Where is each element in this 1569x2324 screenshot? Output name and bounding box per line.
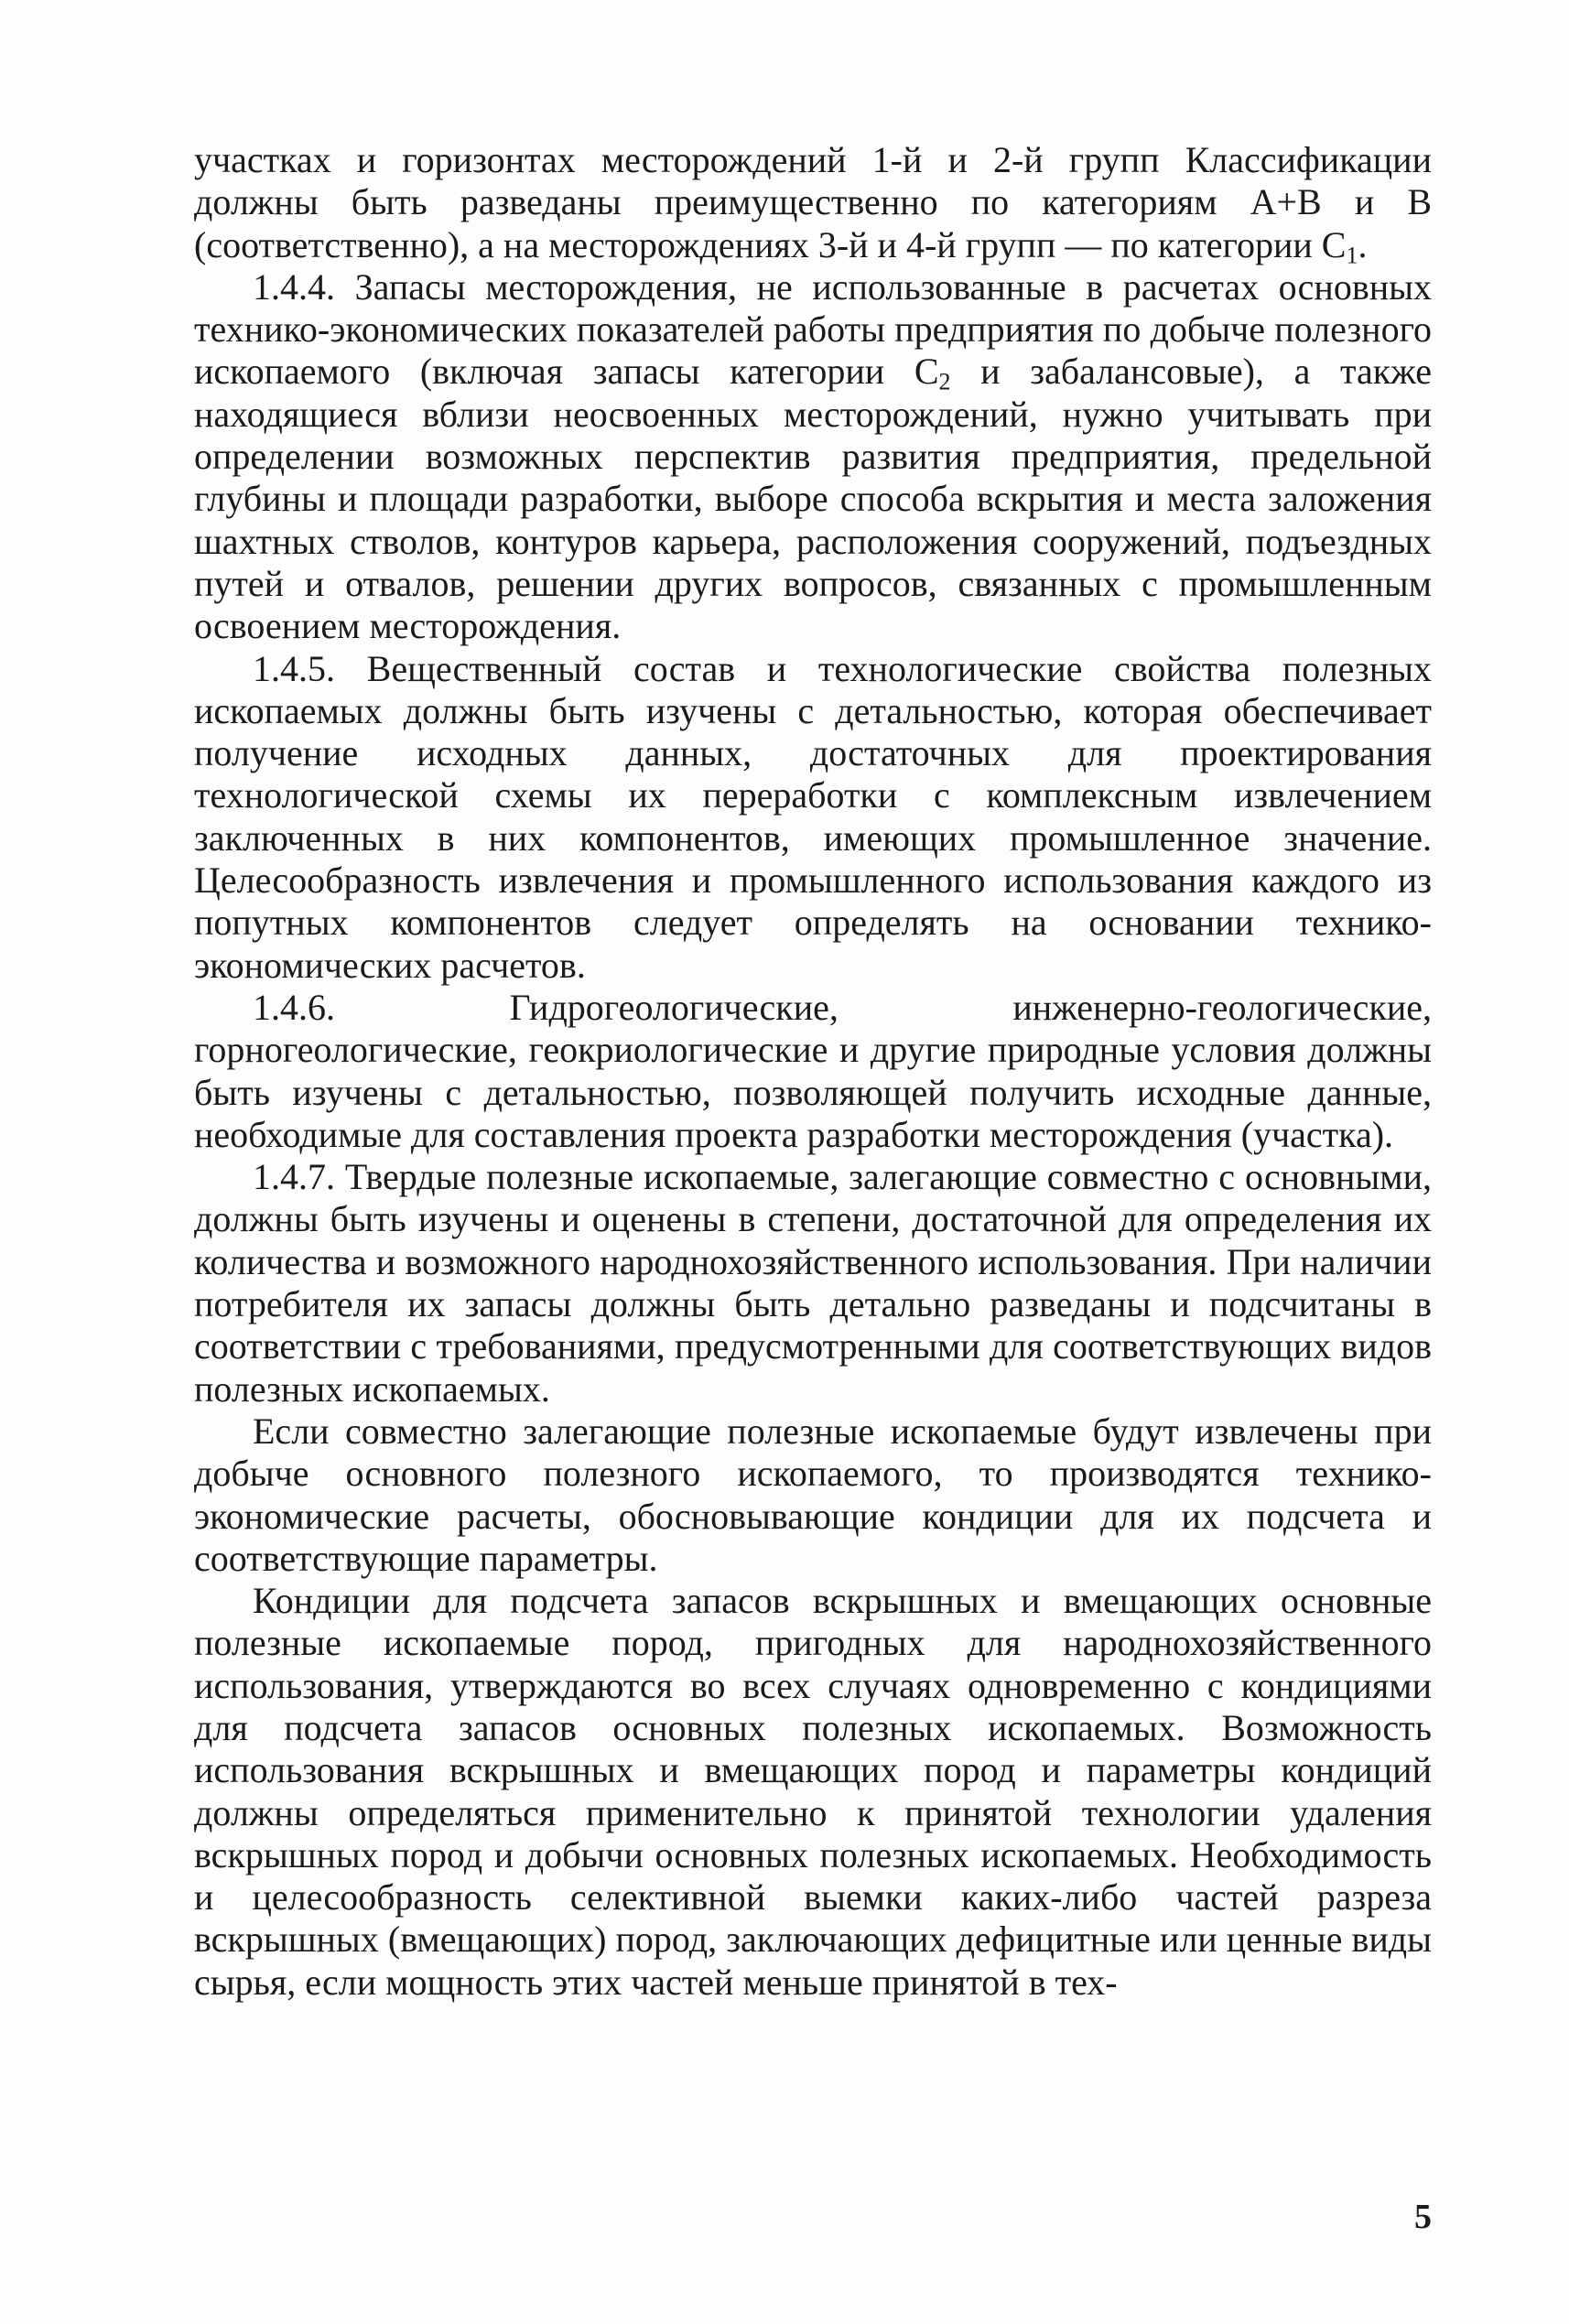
paragraph-1-4-7: 1.4.7. Твердые полезные ископаемые, залегающие совместно с основными, должны быть изучены и оценены в степени, достаточной для определения их количества и возможного народнохозяйственного использования. При наличии потребителя их запасы должны быть детально разведаны и подсчитаны в соответствии с требованиями, предусмотренными для соответствующих видов полезных ископаемых. — [194, 1156, 1432, 1410]
subscript: 1 — [1346, 242, 1358, 269]
subscript: 2 — [938, 368, 951, 395]
paragraph-1-4-4 — [194, 266, 1432, 648]
paragraph-continuation — [194, 139, 1432, 269]
paragraph-conditions: Кондиции для подсчета запасов вскрышных и вмещающих основные полезные ископаемые пород, пригодных для народнохозяйственного использования, утверждаются во всех случаях одновременно с кондициями для подсчета запасов основных полезных ископаемых. Возможность использования вскрышных и вмещающих пород и параметры кондиций должны определяться применительно к принятой технологии удаления вскрышных пород и добычи основных полезных ископаемых. Необходимость и целесообразность селективной выемки каких-либо частей разреза вскрышных (вмещающих) пород, заключающих дефицитные или ценные виды сырья, если мощность этих частей меньше принятой в тех- — [194, 1580, 1432, 2003]
page-number: 5 — [1414, 2198, 1432, 2236]
paragraph-text: 1.4.4. Запасы месторождения, не использованные в расчетах основных технико-экономических показателей работы предприятия по добыче полезного ископаемого (включая запасы категории С — [194, 265, 1432, 393]
paragraph-co-extracted: Если совместно залегающие полезные ископаемые будут извлечены при добыче основного полезного ископаемого, то производятся технико-экономические расчеты, обосновывающие кондиции для их подсчета и соответствующие параметры. — [194, 1410, 1432, 1579]
paragraph-1-4-6: 1.4.6. Гидрогеологические, инженерно-геологические, горногеологические, геокриологические и другие природные условия должны быть изучены с детальностью, позволяющей получить исходные данные, необходимые для составления проекта разработки месторождения (участка). — [194, 986, 1432, 1155]
paragraph-text: . — [1358, 223, 1368, 265]
paragraph-text: участках и горизонтах месторождений 1-й и 2-й групп Классификации должны быть разведаны преимущественно по категориям А+В и В (соответственно), а на месторождениях 3-й и 4-й групп — по категории С — [194, 139, 1432, 265]
paragraph-1-4-5: 1.4.5. Вещественный состав и технологические свойства полезных ископаемых должны быть изучены с детальностью, которая обеспечивает получение исходных данных, достаточных для проектирования технологической схемы их переработки с комплексным извлечением заключенных в них компонентов, имеющих промышленное значение. Целесообразность извлечения и промышленного использования каждого из попутных компонентов следует определять на основании технико-экономических расчетов. — [194, 647, 1432, 986]
paragraph-text: и забалансовые), а также находящиеся вблизи неосвоенных месторождений, нужно учитывать при определении возможных перспектив развития предприятия, предельной глубины и площади разработки, выборе способа вскрытия и места заложения шахтных стволов, контуров карьера, расположения сооружений, подъездных путей и отвалов, решении других вопросов, связанных с промышленным освоением месторождения. — [194, 351, 1432, 647]
body-text — [194, 139, 1432, 2004]
